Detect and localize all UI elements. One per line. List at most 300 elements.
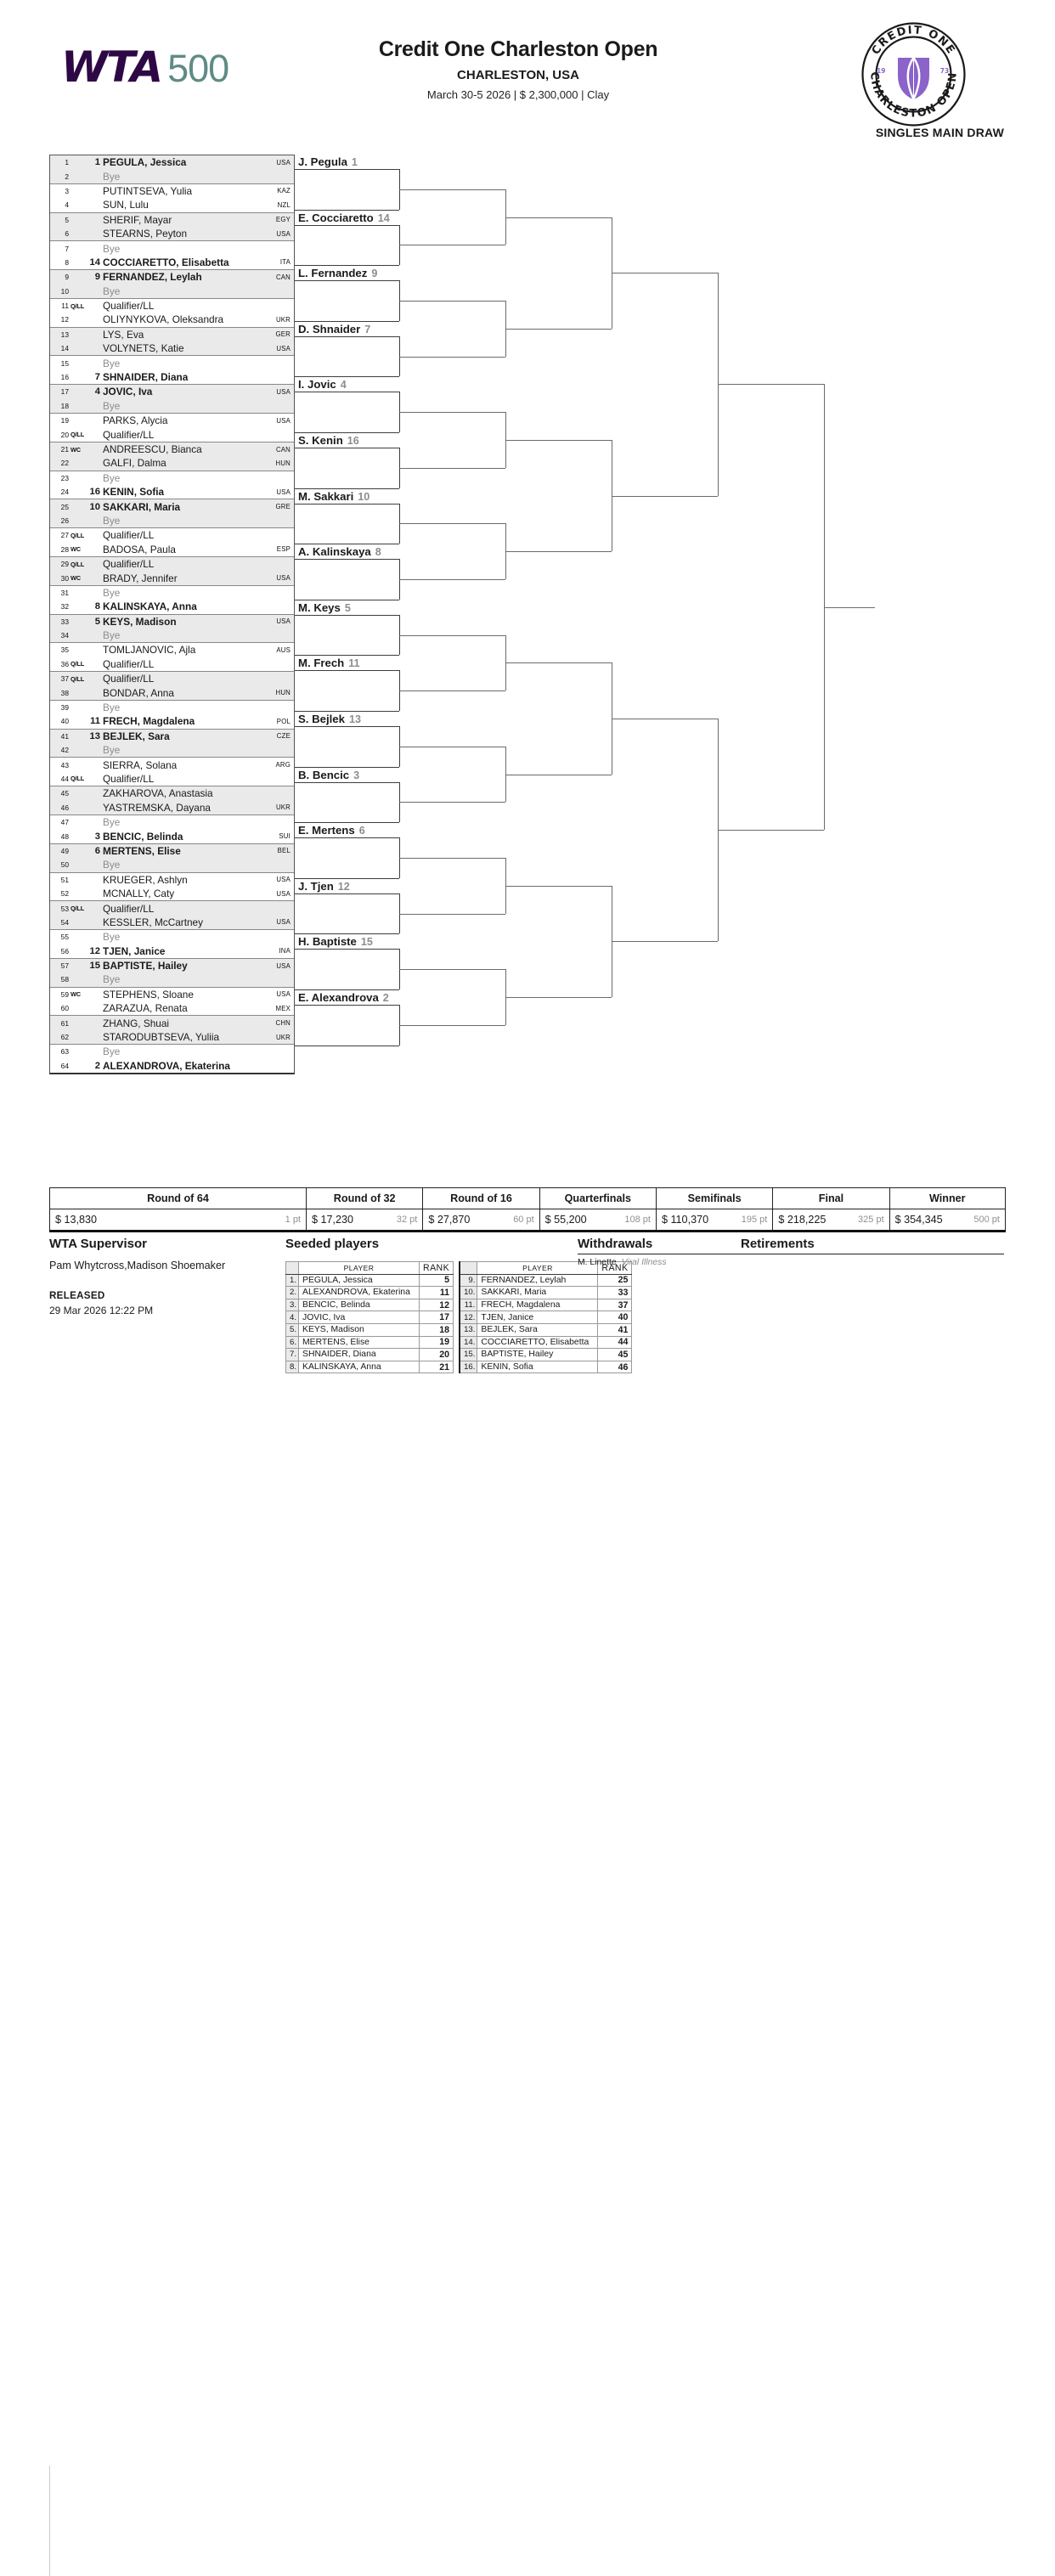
entry-player-name: BADOSA, Paula <box>103 543 176 555</box>
entry-pair <box>50 527 294 556</box>
seeded-player-row[interactable] <box>286 1287 454 1299</box>
entry-row[interactable] <box>50 184 294 198</box>
r32-player-label[interactable] <box>298 545 381 558</box>
r32-player-label[interactable] <box>298 880 350 893</box>
entry-number: 1 <box>65 158 69 167</box>
entry-number: 24 <box>60 488 69 497</box>
entry-player-name: Bye <box>103 859 121 871</box>
tournament-location: CHARLESTON, USA <box>457 68 579 82</box>
entry-row[interactable] <box>50 701 294 714</box>
seeded-player-name: MERTENS, Elise <box>299 1336 420 1349</box>
entry-player-name: STEARNS, Peyton <box>103 228 188 240</box>
entry-player-name: PEGULA, Jessica <box>103 156 187 169</box>
entry-row[interactable] <box>50 571 294 584</box>
seeded-player-row[interactable] <box>460 1349 632 1361</box>
entry-country: HUN <box>275 459 291 467</box>
entry-country: USA <box>276 617 291 626</box>
r32-player-name: E. Cocciaretto <box>298 211 374 224</box>
seeded-player-rank: 41 <box>598 1323 632 1336</box>
entry-row[interactable] <box>50 328 294 341</box>
bracket-line-horizontal <box>295 280 399 281</box>
draw-type-label: SINGLES MAIN DRAW <box>875 126 1004 139</box>
entry-row[interactable] <box>50 1001 294 1015</box>
seeded-players-table-left <box>285 1261 454 1373</box>
entry-row[interactable] <box>50 672 294 685</box>
seeded-player-name: KENIN, Sofia <box>477 1361 598 1373</box>
entry-row[interactable] <box>50 772 294 786</box>
entry-row[interactable] <box>50 959 294 972</box>
seeded-player-row[interactable] <box>286 1336 454 1349</box>
entry-row[interactable] <box>50 685 294 699</box>
entry-player-name: Qualifier/LL <box>103 300 155 313</box>
bracket-line-horizontal <box>505 551 612 552</box>
entry-player-name: Bye <box>103 285 121 297</box>
entry-pair <box>50 843 294 872</box>
entry-number: 56 <box>60 946 69 955</box>
seeded-player-row[interactable] <box>460 1274 632 1287</box>
bracket-line-horizontal <box>505 662 612 663</box>
entry-row[interactable] <box>50 786 294 800</box>
entry-player-name: TJEN, Janice <box>103 944 166 957</box>
page-header <box>0 0 1055 139</box>
entry-player-name: FRECH, Magdalena <box>103 715 195 728</box>
entry-pair <box>50 155 294 183</box>
entry-pair <box>50 327 294 356</box>
entry-player-name: Qualifier/LL <box>103 673 155 685</box>
entry-row[interactable] <box>50 528 294 542</box>
entry-number: 25 <box>60 502 69 511</box>
entry-row[interactable] <box>50 198 294 211</box>
seeded-player-header: PLAYER <box>477 1262 598 1275</box>
entry-row[interactable] <box>50 628 294 642</box>
seeded-player-rank: 45 <box>598 1349 632 1361</box>
entry-status-tag: WC <box>71 545 81 554</box>
entry-pair <box>50 240 294 269</box>
entry-row[interactable] <box>50 1045 294 1058</box>
seeded-player-row[interactable] <box>286 1361 454 1373</box>
r32-player-seed: 4 <box>340 379 347 392</box>
entry-player-name: OLIYNYKOVA, Oleksandra <box>103 313 224 326</box>
entry-player-name: Bye <box>103 1046 121 1058</box>
entry-row[interactable] <box>50 730 294 743</box>
entry-number: 60 <box>60 1004 69 1013</box>
entry-row[interactable] <box>50 471 294 485</box>
entry-country: ITA <box>279 258 291 267</box>
entry-player-name: SIERRA, Solana <box>103 758 178 771</box>
entry-row[interactable] <box>50 356 294 369</box>
prize-column-header: Semifinals <box>656 1188 772 1209</box>
entry-status-tag: Q/LL <box>71 302 85 310</box>
bracket-line-horizontal <box>399 412 505 413</box>
svg-text:CHARLESTON OPEN: CHARLESTON OPEN <box>867 70 960 121</box>
entry-player-name: MCNALLY, Caty <box>103 888 175 900</box>
entry-player-name: BRADY, Jennifer <box>103 572 178 584</box>
seeded-player-row[interactable] <box>286 1299 454 1311</box>
entry-row[interactable] <box>50 873 294 887</box>
r32-player-label[interactable] <box>298 434 359 447</box>
entry-row[interactable] <box>50 385 294 398</box>
wta-logo-mark: WTA <box>61 42 162 92</box>
seeded-index-header <box>286 1262 299 1275</box>
entry-number: 18 <box>60 401 69 410</box>
prize-points: 108 pt <box>624 1215 651 1225</box>
prize-table-body <box>49 1209 1006 1230</box>
entry-country: USA <box>276 416 291 425</box>
entry-row[interactable] <box>50 600 294 613</box>
entry-row[interactable] <box>50 858 294 871</box>
entry-seed: 11 <box>90 716 100 727</box>
entry-row[interactable] <box>50 1030 294 1044</box>
entry-row[interactable] <box>50 485 294 499</box>
entry-row[interactable] <box>50 829 294 843</box>
entry-country: EGY <box>275 216 291 224</box>
r32-player-label[interactable] <box>298 601 351 614</box>
entry-row[interactable] <box>50 988 294 1001</box>
entry-row[interactable] <box>50 758 294 771</box>
charleston-open-logo-icon <box>860 21 967 127</box>
prize-points: 195 pt <box>741 1215 768 1225</box>
entry-row[interactable] <box>50 901 294 915</box>
entry-number: 22 <box>60 459 69 468</box>
prize-money: $ 13,830 <box>55 1214 98 1226</box>
bracket-line-horizontal <box>505 886 612 887</box>
entry-player-name: KALINSKAYA, Anna <box>103 600 197 613</box>
entry-number: 9 <box>65 273 69 282</box>
entry-player-name: FERNANDEZ, Leylah <box>103 271 202 284</box>
seeded-index: 16. <box>460 1361 477 1373</box>
entry-status-tag: Q/LL <box>71 531 85 539</box>
r32-player-seed: 13 <box>348 713 361 725</box>
entry-seed: 12 <box>89 945 100 956</box>
entry-row[interactable] <box>50 442 294 456</box>
wta-tier-label: 500 <box>167 47 229 90</box>
entry-country: BEL <box>277 847 291 855</box>
prize-points: 325 pt <box>858 1215 884 1225</box>
r32-player-label[interactable] <box>298 490 370 503</box>
entry-player-name: SUN, Lulu <box>103 199 149 211</box>
prize-money: $ 17,230 <box>312 1214 354 1226</box>
r32-player-seed: 16 <box>347 435 359 447</box>
entry-player-name: BENCIC, Belinda <box>103 830 183 843</box>
entry-country: POL <box>276 717 291 725</box>
prize-money: $ 110,370 <box>661 1214 709 1226</box>
entry-number: 45 <box>60 789 69 798</box>
entry-status-tag: Q/LL <box>71 560 85 568</box>
supervisor-title: WTA Supervisor <box>49 1237 148 1251</box>
r32-player-label[interactable] <box>298 267 377 279</box>
entry-player-name: Bye <box>103 170 121 183</box>
r32-player-label[interactable] <box>298 824 365 837</box>
entry-number: 19 <box>60 416 69 426</box>
entry-row[interactable] <box>50 887 294 900</box>
entry-row[interactable] <box>50 169 294 183</box>
wta-logo <box>61 42 228 92</box>
seeded-players-table-right <box>459 1261 632 1373</box>
entry-number: 20 <box>60 430 69 439</box>
tournament-title: Credit One Charleston Open <box>378 37 658 61</box>
entry-number: 28 <box>60 544 69 554</box>
entry-player-name: STARODUBTSEVA, Yuliia <box>103 1031 220 1044</box>
entry-player-name: JOVIC, Iva <box>103 386 153 398</box>
entry-row[interactable] <box>50 299 294 313</box>
seeded-index: 15. <box>460 1349 477 1361</box>
bracket-line-horizontal <box>295 655 399 656</box>
seeded-index: 12. <box>460 1311 477 1324</box>
entry-seed: 9 <box>94 272 100 283</box>
entry-country: CHN <box>275 1019 291 1028</box>
entry-row[interactable] <box>50 341 294 355</box>
entry-number: 32 <box>60 602 69 612</box>
seeded-player-row[interactable] <box>286 1323 454 1336</box>
entry-player-name: Bye <box>103 744 121 757</box>
bracket-line-horizontal <box>399 802 505 803</box>
entry-country: USA <box>276 889 291 898</box>
bracket-line-horizontal <box>295 321 399 322</box>
entry-row[interactable] <box>50 456 294 470</box>
entry-row[interactable] <box>50 615 294 628</box>
r32-player-label[interactable] <box>298 713 361 725</box>
withdrawals-title: Withdrawals <box>578 1237 653 1251</box>
seeded-players-title: Seeded players <box>285 1237 380 1251</box>
entry-player-name: Bye <box>103 471 121 484</box>
bracket-line-horizontal <box>295 878 399 879</box>
seeded-player-row[interactable] <box>460 1361 632 1373</box>
bracket-line-horizontal <box>295 893 399 894</box>
retirements-block <box>741 1237 1004 1254</box>
entry-row[interactable] <box>50 313 294 326</box>
r32-player-name: S. Kenin <box>298 434 343 447</box>
r32-player-label[interactable] <box>298 991 389 1004</box>
entry-seed: 1 <box>94 157 100 168</box>
entry-row[interactable] <box>50 370 294 384</box>
entry-row[interactable] <box>50 972 294 986</box>
r32-player-label[interactable] <box>298 657 360 669</box>
entry-country: USA <box>276 876 291 884</box>
entry-player-name: COCCIARETTO, Elisabetta <box>103 256 229 268</box>
r32-player-label[interactable] <box>298 211 390 224</box>
entry-row[interactable] <box>50 844 294 858</box>
entry-country: USA <box>276 387 291 396</box>
entry-row[interactable] <box>50 944 294 957</box>
prize-money: $ 55,200 <box>544 1214 587 1226</box>
r32-player-label[interactable] <box>298 769 359 781</box>
entry-number: 3 <box>65 186 69 195</box>
entry-row[interactable] <box>50 916 294 929</box>
seeded-index: 9. <box>460 1274 477 1287</box>
entry-country: SUI <box>279 832 291 841</box>
entry-number: 16 <box>60 373 69 382</box>
entry-pair <box>50 1015 294 1044</box>
entry-player-name: Qualifier/LL <box>103 529 155 542</box>
prize-cell <box>306 1209 422 1230</box>
footer-left-rule <box>49 2466 50 2576</box>
seeded-player-row[interactable] <box>286 1311 454 1324</box>
entry-row[interactable] <box>50 714 294 728</box>
title-block <box>255 37 781 101</box>
entry-number: 40 <box>60 717 69 726</box>
entry-player-name: Qualifier/LL <box>103 772 155 785</box>
entry-country: CZE <box>276 732 291 741</box>
entry-number: 37 <box>60 674 69 684</box>
entry-seed: 5 <box>94 616 100 627</box>
bracket-line-horizontal <box>824 607 875 608</box>
entry-row[interactable] <box>50 643 294 657</box>
prize-cell <box>772 1209 889 1230</box>
seeded-index: 11. <box>460 1299 477 1311</box>
seeded-player-rank: 18 <box>420 1323 454 1336</box>
entry-row[interactable] <box>50 557 294 571</box>
entry-pair <box>50 614 294 643</box>
entry-pair <box>50 958 294 987</box>
entry-number: 46 <box>60 803 69 812</box>
r32-player-label[interactable] <box>298 155 358 168</box>
bracket-line-horizontal <box>718 830 824 831</box>
entry-number: 62 <box>60 1033 69 1042</box>
seeded-player-row[interactable] <box>460 1299 632 1311</box>
seeded-player-rank: 20 <box>420 1349 454 1361</box>
entry-player-name: Bye <box>103 816 121 829</box>
entry-row[interactable] <box>50 414 294 427</box>
entry-row[interactable] <box>50 241 294 255</box>
r32-player-label[interactable] <box>298 323 370 335</box>
entry-player-name: Bye <box>103 629 121 642</box>
entry-row[interactable] <box>50 399 294 413</box>
entry-country: GRE <box>275 503 291 511</box>
r32-player-seed: 7 <box>364 323 371 335</box>
bracket-line-horizontal <box>505 440 612 441</box>
seeded-player-row[interactable] <box>286 1349 454 1361</box>
entry-row[interactable] <box>50 227 294 240</box>
entry-player-name: PARKS, Alycia <box>103 414 168 427</box>
entry-row[interactable] <box>50 930 294 944</box>
entry-row[interactable] <box>50 801 294 815</box>
entry-row[interactable] <box>50 427 294 441</box>
entry-pair <box>50 556 294 585</box>
entry-number: 14 <box>60 344 69 353</box>
entry-number: 44 <box>60 774 69 783</box>
seeded-player-row[interactable] <box>286 1274 454 1287</box>
entry-player-name: Qualifier/LL <box>103 657 155 670</box>
entry-pair <box>50 183 294 212</box>
prize-points: 1 pt <box>285 1215 301 1225</box>
r32-player-name: S. Bejlek <box>298 713 345 725</box>
seeded-player-name: PEGULA, Jessica <box>299 1274 420 1287</box>
entry-player-name: PUTINTSEVA, Yulia <box>103 184 193 197</box>
entry-row[interactable] <box>50 543 294 556</box>
entry-row[interactable] <box>50 743 294 757</box>
svg-text:19: 19 <box>877 67 886 75</box>
entry-row[interactable] <box>50 155 294 169</box>
withdrawal-player: M. Linette <box>578 1258 617 1267</box>
entry-country: INA <box>279 947 291 955</box>
entry-row[interactable] <box>50 499 294 513</box>
r32-player-label[interactable] <box>298 378 347 391</box>
entry-number: 38 <box>60 688 69 697</box>
seeded-index: 6. <box>286 1336 299 1349</box>
bracket-line-horizontal <box>612 941 718 942</box>
entry-player-name: ALEXANDROVA, Ekaterina <box>103 1059 230 1072</box>
entry-country: MEX <box>275 1004 291 1012</box>
entry-player-name: STEPHENS, Sloane <box>103 988 194 1001</box>
entry-row[interactable] <box>50 285 294 298</box>
entry-row[interactable] <box>50 586 294 600</box>
seeded-index: 7. <box>286 1349 299 1361</box>
bracket-line-horizontal <box>295 615 399 616</box>
entry-player-name: Bye <box>103 399 121 412</box>
entry-country: ESP <box>276 545 291 554</box>
seeded-player-rank: 19 <box>420 1336 454 1349</box>
entry-player-name: TOMLJANOVIC, Ajla <box>103 644 196 657</box>
draw-bracket <box>0 155 1055 1178</box>
seeded-player-rank: 44 <box>598 1336 632 1349</box>
entry-row[interactable] <box>50 657 294 671</box>
seeded-player-name: COCCIARETTO, Elisabetta <box>477 1336 598 1349</box>
entry-country: HUN <box>275 689 291 697</box>
seeded-player-rank: 12 <box>420 1299 454 1311</box>
entry-row[interactable] <box>50 213 294 227</box>
withdrawal-item <box>578 1258 748 1267</box>
prize-money-table <box>49 1187 1006 1232</box>
entry-number: 6 <box>65 229 69 239</box>
entry-number: 17 <box>60 387 69 397</box>
bracket-line-horizontal <box>295 169 399 170</box>
entry-number: 53 <box>60 904 69 913</box>
entry-player-name: KRUEGER, Ashlyn <box>103 873 188 886</box>
r32-player-name: M. Frech <box>298 657 345 670</box>
entry-number: 31 <box>60 588 69 597</box>
entry-player-name: KENIN, Sofia <box>103 486 165 499</box>
entry-number: 29 <box>60 560 69 569</box>
bracket-line-horizontal <box>399 301 505 302</box>
r32-player-name: L. Fernandez <box>298 267 368 280</box>
entry-number: 27 <box>60 531 69 540</box>
entry-country: ARG <box>275 761 291 769</box>
entry-row[interactable] <box>50 270 294 284</box>
r32-player-label[interactable] <box>298 935 373 948</box>
entry-pair <box>50 671 294 700</box>
entry-country: UKR <box>275 315 291 324</box>
entry-pair <box>50 355 294 384</box>
bracket-line-horizontal <box>399 969 505 970</box>
seeded-rank-header: RANK <box>598 1262 632 1275</box>
bracket-line-horizontal <box>295 265 399 266</box>
entry-number: 10 <box>60 286 69 296</box>
r32-player-seed: 1 <box>351 156 358 168</box>
seeded-player-row[interactable] <box>460 1311 632 1324</box>
seeded-player-row[interactable] <box>460 1336 632 1349</box>
entry-number: 59 <box>60 989 69 999</box>
entry-row[interactable] <box>50 1059 294 1073</box>
prize-column-header: Quarterfinals <box>539 1188 656 1209</box>
entry-country: AUS <box>276 645 291 654</box>
entry-number: 39 <box>60 703 69 713</box>
svg-text:73: 73 <box>939 67 950 75</box>
entry-row[interactable] <box>50 815 294 829</box>
bracket-line-horizontal <box>399 523 505 524</box>
entry-number: 48 <box>60 831 69 841</box>
entry-row[interactable] <box>50 1016 294 1029</box>
supervisor-names: Pam Whytcross,Madison Shoemaker <box>49 1260 226 1271</box>
entry-row[interactable] <box>50 256 294 269</box>
seeded-player-row[interactable] <box>460 1323 632 1336</box>
entry-number: 64 <box>60 1061 69 1070</box>
seeded-player-rank: 33 <box>598 1287 632 1299</box>
entry-number: 5 <box>65 215 69 224</box>
seeded-player-row[interactable] <box>460 1287 632 1299</box>
entry-number: 15 <box>60 358 69 368</box>
prize-cell <box>889 1209 1006 1230</box>
entry-row[interactable] <box>50 514 294 527</box>
